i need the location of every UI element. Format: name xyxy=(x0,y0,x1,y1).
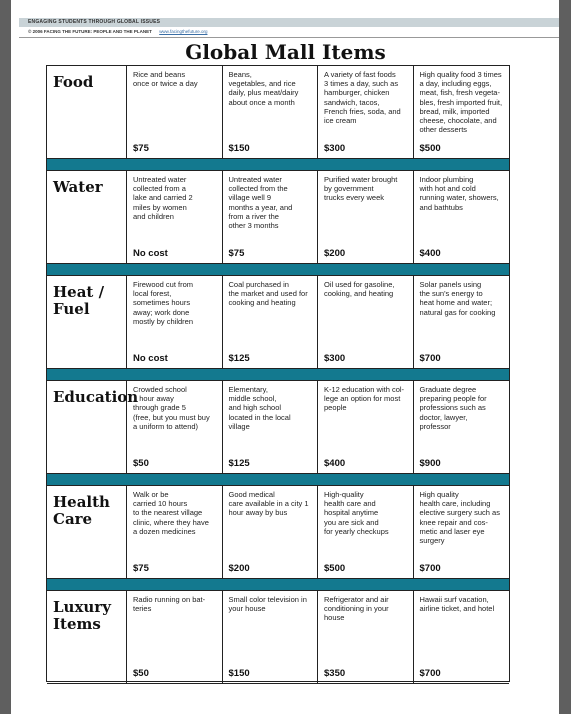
item-cost: $150 xyxy=(228,143,250,154)
item-cost: $700 xyxy=(419,563,441,574)
item-description: Indoor plumbing with hot and cold running water, showers, and bathtubs xyxy=(419,175,499,212)
item-cell xyxy=(318,171,414,263)
item-cell xyxy=(127,66,223,158)
item-cost: No cost xyxy=(133,353,168,364)
item-cell xyxy=(223,591,319,683)
item-cell xyxy=(414,486,510,578)
item-description: Untreated water collected from the village well 9 months a year, and from a river the other 3 months xyxy=(228,175,293,231)
header-divider xyxy=(19,37,559,38)
item-cost: No cost xyxy=(133,248,168,259)
item-cell xyxy=(318,486,414,578)
table-row xyxy=(47,171,509,264)
item-cost: $300 xyxy=(324,353,346,364)
item-description: Oil used for gasoline, cooking, and heating xyxy=(324,280,395,299)
item-description: A variety of fast foods 3 times a day, such as hamburger, chicken sandwich, tacos, French fries, soda, and ice cream xyxy=(324,70,401,126)
item-cost: $400 xyxy=(419,248,441,259)
item-cost: $200 xyxy=(228,563,250,574)
item-description: Good medical care available in a city 1 hour away by bus xyxy=(228,490,309,518)
item-cost: $500 xyxy=(324,563,346,574)
item-description: Coal purchased in the market and used for cooking and heating xyxy=(228,280,308,308)
item-cell xyxy=(318,66,414,158)
item-cell xyxy=(414,591,510,683)
item-cost: $75 xyxy=(228,248,245,259)
table-row xyxy=(47,591,509,684)
item-cell xyxy=(127,276,223,368)
item-description: Walk or be carried 10 hours to the nearest village clinic, where they have a dozen medicines xyxy=(133,490,209,536)
item-cell xyxy=(318,591,414,683)
item-cell xyxy=(223,276,319,368)
row-separator-band xyxy=(47,159,509,171)
item-cost: $125 xyxy=(228,458,250,469)
category-label: Health Care xyxy=(47,486,127,578)
category-label: Luxury Items xyxy=(47,591,127,683)
item-cost: $75 xyxy=(133,563,149,574)
item-cost: $700 xyxy=(419,668,441,679)
item-description: Purified water brought by government trucks every week xyxy=(324,175,398,203)
item-cell xyxy=(318,276,414,368)
item-cost: $700 xyxy=(419,353,441,364)
item-cell xyxy=(223,66,319,158)
category-label: Education xyxy=(47,381,127,473)
item-cell xyxy=(223,486,319,578)
header-tagline: ENGAGING STUDENTS THROUGH GLOBAL ISSUES xyxy=(28,19,161,25)
item-cell xyxy=(223,171,319,263)
item-cost: $350 xyxy=(324,668,346,679)
table-row xyxy=(47,381,509,474)
item-cell xyxy=(127,486,223,578)
item-cost: $125 xyxy=(228,353,250,364)
row-separator-band xyxy=(47,264,509,276)
item-description: High quality health care, including elective surgery such as knee repair and cos- metic and laser eye surgery xyxy=(419,490,500,546)
table-row xyxy=(47,66,509,159)
table-row xyxy=(47,276,509,369)
item-cell xyxy=(318,381,414,473)
item-cost: $75 xyxy=(133,143,149,154)
item-description: High-quality health care and hospital anytime you are sick and for yearly checkups xyxy=(324,490,389,536)
item-description: High quality food 3 times a day, including eggs, meat, fish, fresh vegeta- bles, fresh imported fruit, bread, milk, imported cheese, chocolate, and other desserts xyxy=(419,70,503,135)
item-description: Firewood cut from local forest, sometimes hours away; work done mostly by children xyxy=(133,280,194,326)
row-separator-band xyxy=(47,579,509,591)
item-cost: $50 xyxy=(133,668,149,679)
copyright-text: © 2006 FACING THE FUTURE: PEOPLE AND THE PLANET xyxy=(28,29,152,34)
item-description: Solar panels using the sun's energy to heat home and water; natural gas for cooking xyxy=(419,280,496,317)
website-link[interactable]: www.facingthefuture.org xyxy=(159,29,208,34)
item-description: Graduate degree preparing people for professions such as doctor, lawyer, professor xyxy=(419,385,487,431)
category-label: Food xyxy=(47,66,127,158)
item-cell xyxy=(127,591,223,683)
item-description: Crowded school 1 hour away through grade 5 (free, but you must buy a uniform to attend) xyxy=(133,385,210,431)
item-cell xyxy=(414,171,510,263)
global-mall-table xyxy=(46,65,510,682)
category-label: Heat / Fuel xyxy=(47,276,127,368)
header-copyright-line xyxy=(28,29,207,34)
item-cost: $900 xyxy=(419,458,441,469)
row-separator-band xyxy=(47,369,509,381)
item-cost: $50 xyxy=(133,458,149,469)
item-description: Untreated water collected from a lake and carried 2 miles by women and children xyxy=(133,175,193,221)
item-cell xyxy=(414,381,510,473)
item-description: Radio running on bat- teries xyxy=(133,595,206,614)
item-cell xyxy=(414,276,510,368)
item-description: Small color television in your house xyxy=(228,595,307,614)
item-cost: $400 xyxy=(324,458,346,469)
row-separator-band xyxy=(47,474,509,486)
item-description: K-12 education with col- lege an option for most people xyxy=(324,385,405,413)
item-cell xyxy=(127,171,223,263)
item-cell xyxy=(127,381,223,473)
item-cost: $300 xyxy=(324,143,346,154)
item-cell xyxy=(223,381,319,473)
item-cost: $200 xyxy=(324,248,346,259)
page-title: Global Mall Items xyxy=(185,40,386,64)
item-description: Beans, vegetables, and rice daily, plus meat/dairy about once a month xyxy=(228,70,299,107)
item-cell xyxy=(414,66,510,158)
item-cost: $500 xyxy=(419,143,441,154)
item-description: Hawaii surf vacation, airline ticket, and hotel xyxy=(419,595,495,614)
item-description: Elementary, middle school, and high school located in the local village xyxy=(228,385,291,431)
table-row xyxy=(47,486,509,579)
item-description: Refrigerator and air conditioning in your house xyxy=(324,595,389,623)
item-cost: $150 xyxy=(228,668,250,679)
category-label: Water xyxy=(47,171,127,263)
item-description: Rice and beans once or twice a day xyxy=(133,70,198,89)
